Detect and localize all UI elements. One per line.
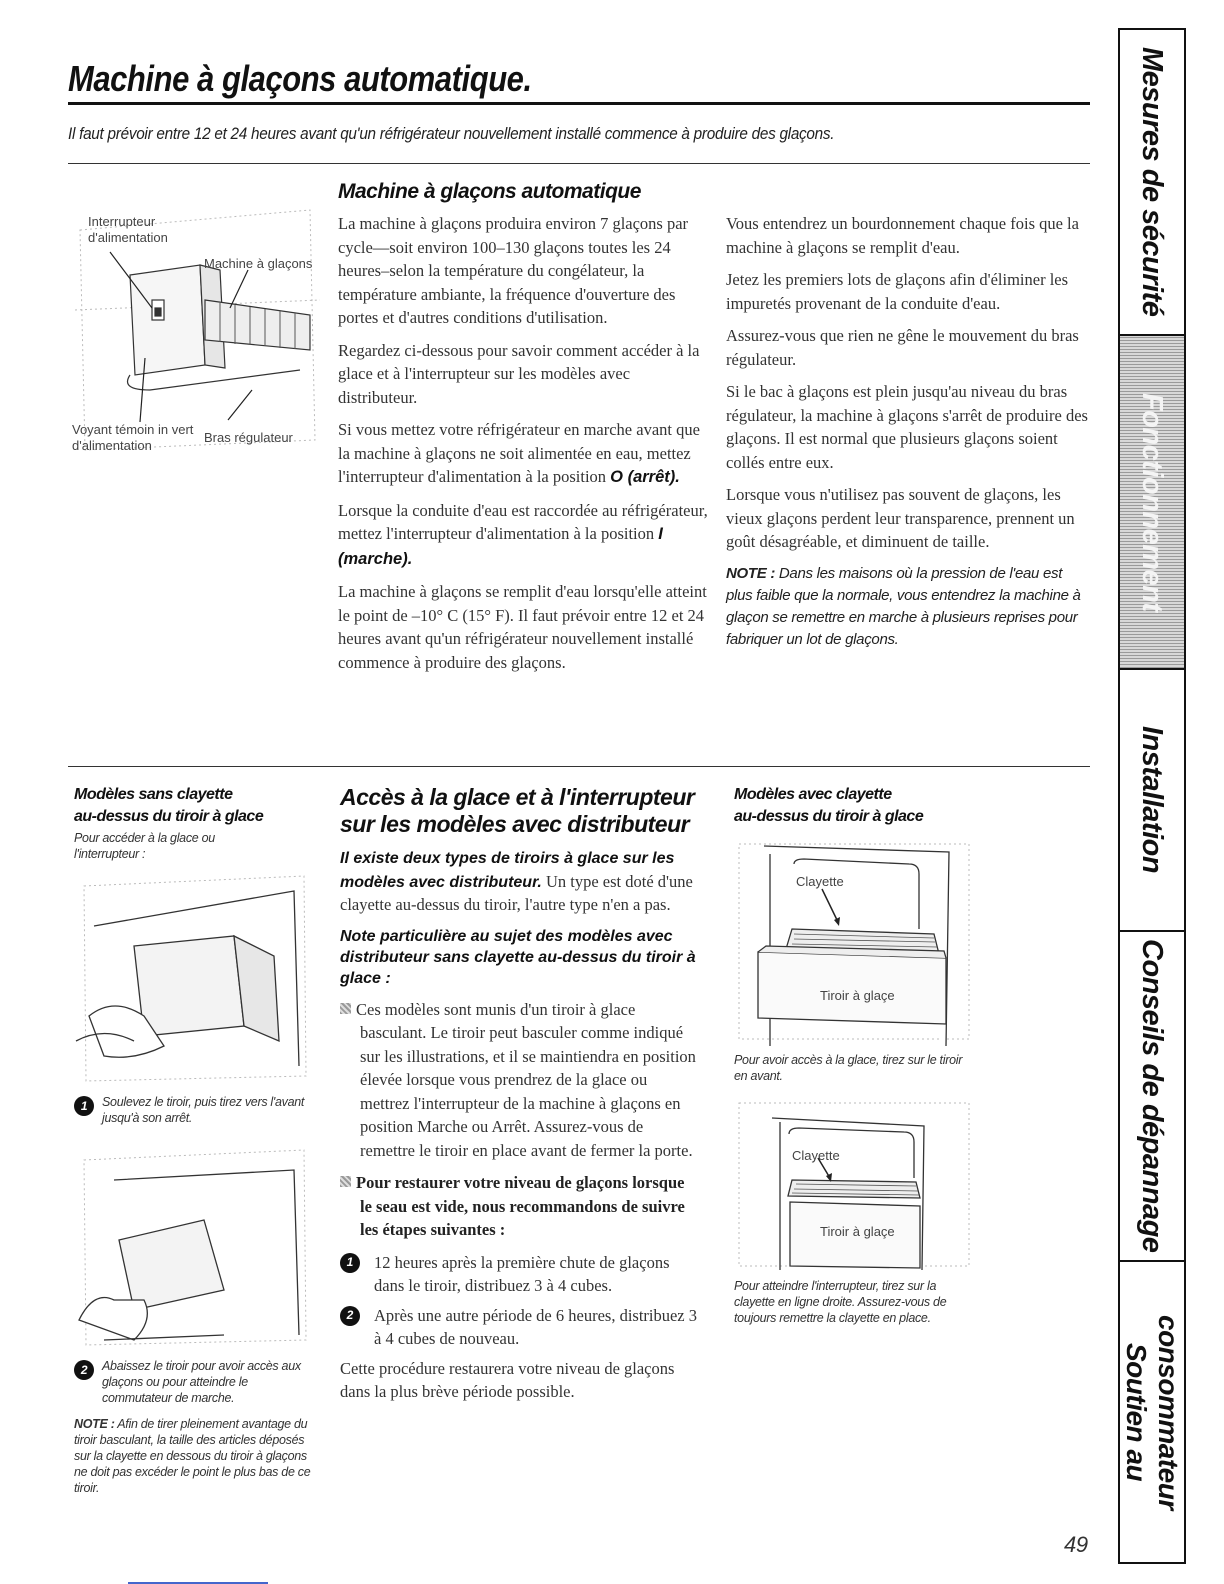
tab-installation-label: Installation (1136, 726, 1168, 874)
left-intro-2: l'interrupteur : (74, 847, 146, 861)
fig2-drawer-label: Tiroir à glaçe (820, 1224, 895, 1239)
icemaker-illustration (70, 190, 326, 470)
shelf-drawer-drawing-2 (734, 1098, 974, 1270)
tab-depannage[interactable] (1120, 932, 1184, 1262)
section2-bullet2-text: Pour restaurer votre niveau de glaçons lorsque le seau est vide, nous recommandons de suivre les étapes suivantes : (356, 1173, 685, 1239)
section2-body (340, 846, 700, 1413)
right-heading-1: Modèles avec clayette (734, 786, 892, 803)
shelf-drawer-illustration-2 (734, 1098, 974, 1270)
section1-p7: Jetez les premiers lots de glaçons afin d'éliminer les impuretés provenant de la conduite d'eau. (726, 270, 1069, 313)
left-heading-1: Modèles sans clayette (74, 786, 233, 803)
section1-p9: Si le bac à glaçons est plein jusqu'au niveau du bras régulateur, la machine à glaçons s'arrêt de produire des glaçons. Il est normal que plusieurs glaçons soient collés entre eux. (726, 382, 1088, 472)
tab-fonctionnement-label: Fonctionnement (1136, 392, 1168, 612)
note-text: Dans les maisons où la pression de l'eau est plus faible que la normale, vous entendrez la machine à glaçon se remettre en marche à plusieurs reprises pour fabriquer un lot de glaçons. (726, 564, 1081, 648)
tab-soutien-label-2: consommateur (1153, 1314, 1184, 1510)
fig1-shelf-label: Clayette (796, 874, 844, 889)
label-power-switch-2: d'alimentation (88, 230, 168, 245)
page-number: 49 (1064, 1532, 1088, 1557)
section-tabs (1118, 28, 1186, 1564)
tilt-drawer-illustration-1 (74, 866, 314, 1086)
left-note (74, 1416, 312, 1496)
section1-column-1 (338, 212, 708, 683)
left-step2-caption: Abaissez le tiroir pour avoir accès aux glaçons ou pour atteindre le commutateur de marche. (102, 1359, 301, 1405)
section1-p1: La machine à glaçons produira environ 7 glaçons par cycle—soit environ 100–130 glaçons toutes les 24 heures–selon la température du congélateur, la température ambiante, la fréquence d'ouverture des portes et d'autres conditions d'utilisation. (338, 214, 689, 327)
left-step2 (74, 1358, 310, 1406)
left-note-label: NOTE : (74, 1417, 115, 1431)
tab-securite[interactable] (1120, 30, 1184, 336)
shelf-drawer-drawing-1 (734, 834, 974, 1046)
title-rule (68, 102, 1090, 105)
section2-closing: Cette procédure restaurera votre niveau de glaçons dans la plus brève période possible. (340, 1358, 675, 1401)
section2-step1 (340, 1251, 700, 1298)
left-step1 (74, 1094, 310, 1126)
tab-installation[interactable] (1120, 670, 1184, 932)
section2-step2-text: Après une autre période de 6 heures, distribuez 3 à 4 cubes de nouveau. (374, 1305, 698, 1348)
section1-p2: Regardez ci-dessous pour savoir comment accéder à la glace et à l'interrupteur sur les modèles avec distributeur. (338, 340, 700, 407)
tab-soutien[interactable] (1120, 1262, 1184, 1562)
tilt-drawer-illustration-2 (74, 1140, 314, 1350)
bullet-icon (340, 1003, 351, 1014)
left-note-text: Afin de tirer pleinement avantage du tiroir basculant, la taille des articles déposés sur la clayette en dessous du tiroir à glaçons ne doit pas excéder le point le plus bas de ce tiroir. (74, 1417, 311, 1495)
section2-step1-text: 12 heures après la première chute de glaçons dans le tiroir, distribuez 3 à 4 cubes. (374, 1252, 670, 1295)
right-caption-1: Pour avoir accès à la glace, tirez sur le tiroir en avant. (734, 1053, 963, 1083)
section1-p6: Vous entendrez un bourdonnement chaque fois que la machine à glaçons se remplit d'eau. (726, 214, 1079, 257)
section2-step2 (340, 1304, 700, 1351)
section2-heading-2: sur les modèles avec distributeur (340, 811, 690, 837)
tab-soutien-label-1: Soutien au (1121, 1342, 1152, 1482)
step1-number: 1 (340, 1253, 360, 1273)
tilt-drawer-drawing-2 (74, 1140, 314, 1350)
section1-heading: Machine à glaçons automatique (338, 180, 641, 203)
left-heading-2: au-dessus du tiroir à glace (74, 808, 264, 825)
section1-p4 (338, 499, 708, 572)
right-caption-2: Pour atteindre l'interrupteur, tirez sur la clayette en ligne droite. Assurez-vous de toujours remettre la clayette en place. (734, 1279, 947, 1325)
left-step1-caption: Soulevez le tiroir, puis tirez vers l'avant jusqu'à son arrêt. (102, 1095, 305, 1125)
section2-bullet1 (340, 998, 700, 1163)
section1-p5: La machine à glaçons se remplit d'eau lorsqu'elle atteint le point de –10° C (15° F). Il faut prévoir entre 12 et 24 heures avant qu'un réfrigérateur nouvellement installé commence à produire des glaçons. (338, 582, 707, 672)
section1-p3-text: Si vous mettez votre réfrigérateur en marche avant que la machine à glaçons ne soit alimentée en eau, mettez l'interrupteur d'alimentation à la position (338, 420, 700, 486)
step1-badge: 1 (74, 1096, 94, 1116)
note-label: NOTE : (726, 564, 776, 582)
section2-note-heading: Note particulière au sujet des modèles avec distributeur sans clayette au-dessus du tiroir à glace : (340, 927, 696, 987)
section-divider (68, 163, 1090, 164)
section-divider-2 (68, 766, 1090, 767)
section1-note (726, 563, 1088, 651)
label-arm: Bras régulateur (204, 430, 293, 445)
section2-bullet2 (340, 1171, 700, 1242)
page-subtitle: Il faut prévoir entre 12 et 24 heures avant qu'un réfrigérateur nouvellement installé commence à produire des glaçons. (68, 124, 835, 143)
off-position: O (arrêt). (610, 468, 680, 486)
section1-column-2 (726, 212, 1088, 660)
label-green-light-2: d'alimentation (72, 438, 152, 453)
section2-heading (340, 784, 694, 838)
tilt-drawer-drawing-1 (74, 866, 314, 1086)
tab-securite-label: Mesures de sécurité (1136, 47, 1168, 317)
shelf-drawer-illustration-1 (734, 834, 974, 1046)
label-icemaker: Machine à glaçons (204, 256, 313, 271)
section2-intro-rest: Un type est doté d'une clayette au-dessus du tiroir, l'autre type n'en a pas. (340, 871, 693, 914)
left-intro-1: Pour accéder à la glace ou (74, 831, 215, 845)
right-heading-2: au-dessus du tiroir à glace (734, 808, 924, 825)
tab-fonctionnement[interactable] (1120, 336, 1184, 670)
section2-heading-1: Accès à la glace et à l'interrupteur (340, 784, 695, 810)
fig2-shelf-label: Clayette (792, 1148, 840, 1163)
section1-p3 (338, 418, 708, 490)
on-position: I (marche). (338, 525, 663, 568)
page-title: Machine à glaçons automatique. (68, 58, 532, 99)
step2-badge: 2 (74, 1360, 94, 1380)
section2-bullet1-text: Ces modèles sont munis d'un tiroir à glace basculant. Le tiroir peut basculer comme indiqué sur les illustrations, et il se maintiendra en position élevée lorsque vous prendrez de la glace ou mettrez l'interrupteur de la machine à glaçons en position Marche ou Arrêt. Assurez-vous de remettre le tiroir en place avant de fermer la porte. (356, 999, 696, 1160)
section1-p10: Lorsque vous n'utilisez pas souvent de glaçons, les vieux glaçons perdent leur transparence, prennent un goût désagréable, et diminuent de taille. (726, 485, 1075, 551)
tab-depannage-label: Conseils de dépannage (1136, 939, 1168, 1253)
section2-intro-bold: Il existe deux types de tiroirs à glace sur les modèles avec distributeur. (340, 850, 675, 891)
bullet-icon (340, 1176, 351, 1187)
section2-intro (340, 846, 700, 917)
step2-number: 2 (340, 1306, 360, 1326)
section1-p4-text: Lorsque la conduite d'eau est raccordée au réfrigérateur, mettez l'interrupteur d'alimentation à la position (338, 500, 708, 543)
section1-p8: Assurez-vous que rien ne gêne le mouvement du bras régulateur. (726, 326, 1079, 369)
fig1-drawer-label: Tiroir à glaçe (820, 988, 895, 1003)
label-power-switch: Interrupteur (88, 214, 156, 229)
label-green-light: Voyant témoin in vert (72, 422, 194, 437)
